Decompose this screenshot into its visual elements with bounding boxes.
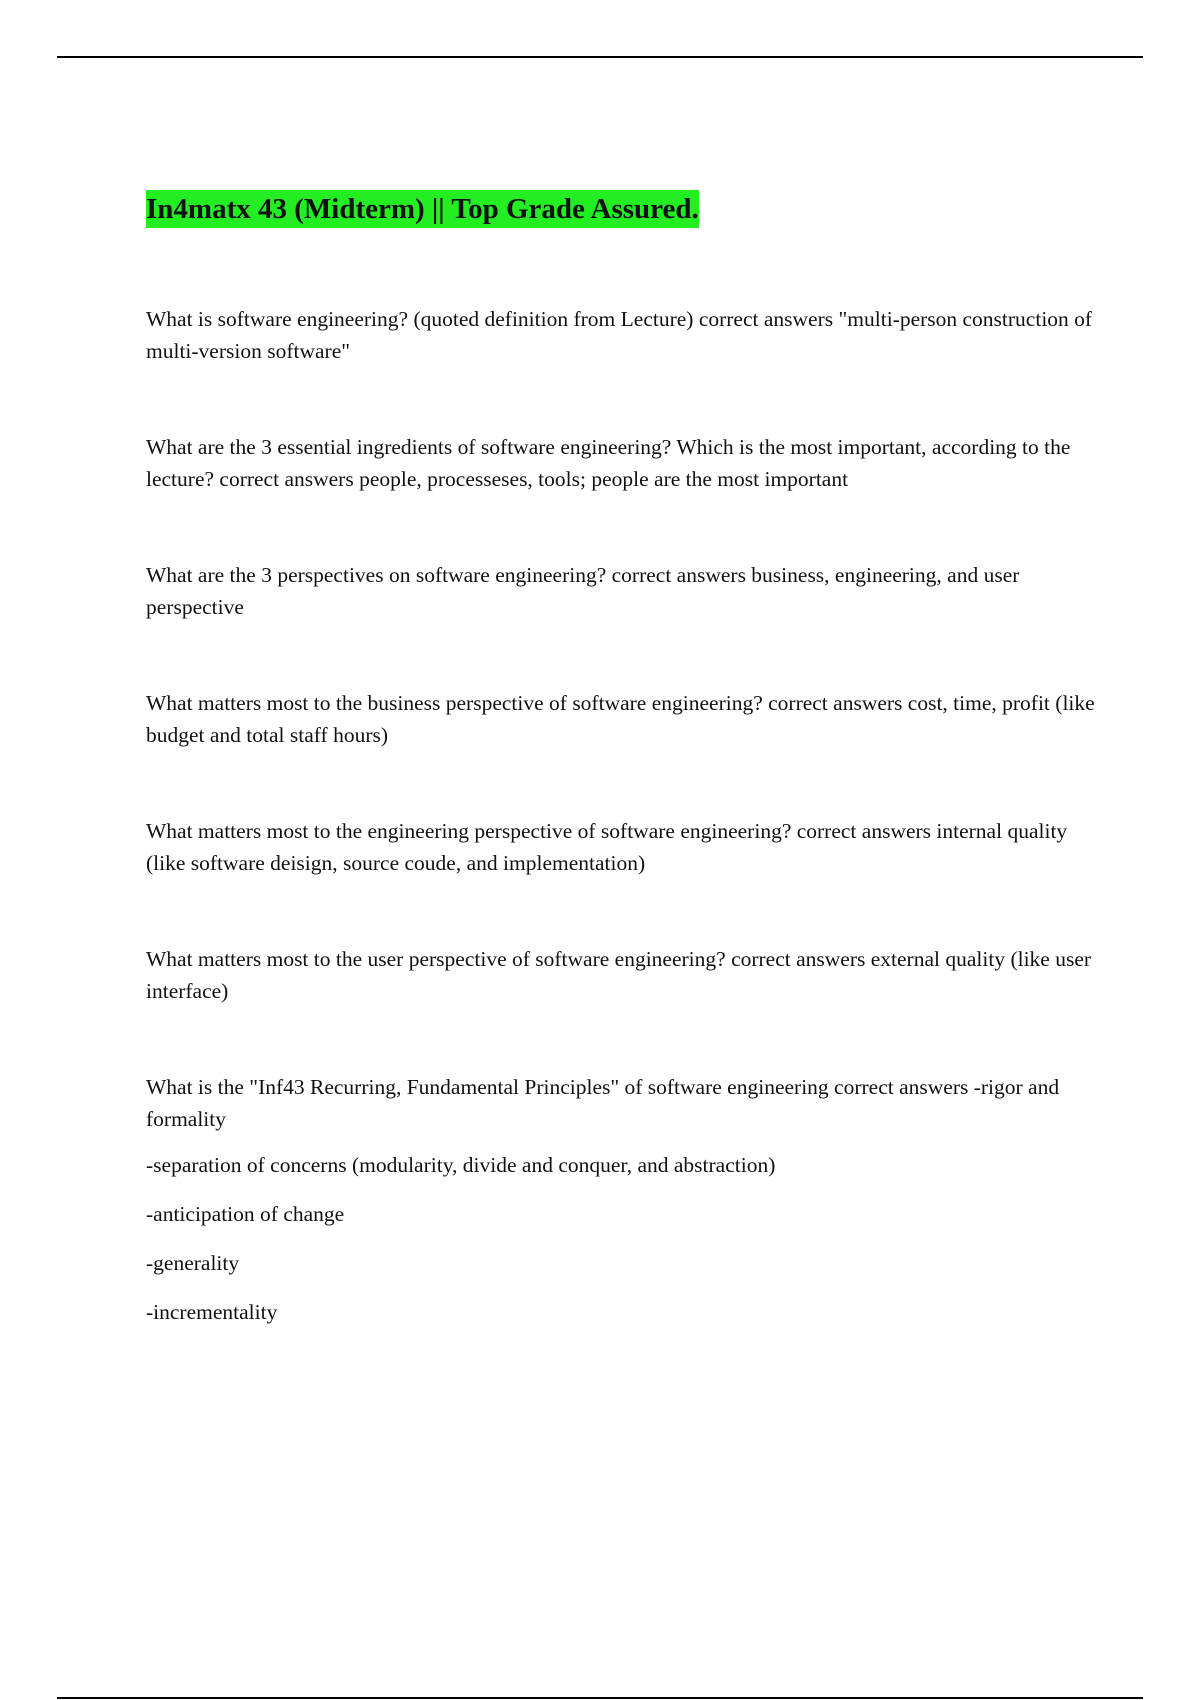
qa-item: What are the 3 essential ingredients of software engineering? Which is the most important, according to the lecture? correct answers people, processeses, tools; people are the most important — [146, 435, 1071, 491]
qa-list — [146, 303, 1096, 1328]
principle-item: -generality — [146, 1251, 240, 1275]
principle-item: -separation of concerns (modularity, divide and conquer, and abstraction) — [146, 1153, 776, 1177]
bottom-rule — [57, 1697, 1143, 1699]
qa-item: What is the "Inf43 Recurring, Fundamental Principles" of software engineering correct answers -rigor and formality — [146, 1075, 1060, 1131]
document-title: In4matx 43 (Midterm) || Top Grade Assured. — [146, 190, 699, 228]
qa-item: What matters most to the business perspective of software engineering? correct answers cost, time, profit (like budget and total staff hours) — [146, 691, 1095, 747]
principle-item: -incrementality — [146, 1300, 278, 1324]
document-body — [146, 190, 1096, 1345]
principles-list — [146, 1149, 1096, 1328]
qa-item: What are the 3 perspectives on software engineering? correct answers business, engineering, and user perspective — [146, 563, 1020, 619]
qa-item: What matters most to the user perspective of software engineering? correct answers external quality (like user interface) — [146, 947, 1092, 1003]
top-rule — [57, 56, 1143, 58]
qa-item: What matters most to the engineering perspective of software engineering? correct answers internal quality (like software deisign, source coude, and implementation) — [146, 819, 1068, 875]
qa-item: What is software engineering? (quoted definition from Lecture) correct answers "multi-person construction of multi-version software" — [146, 307, 1093, 363]
principle-item: -anticipation of change — [146, 1202, 345, 1226]
